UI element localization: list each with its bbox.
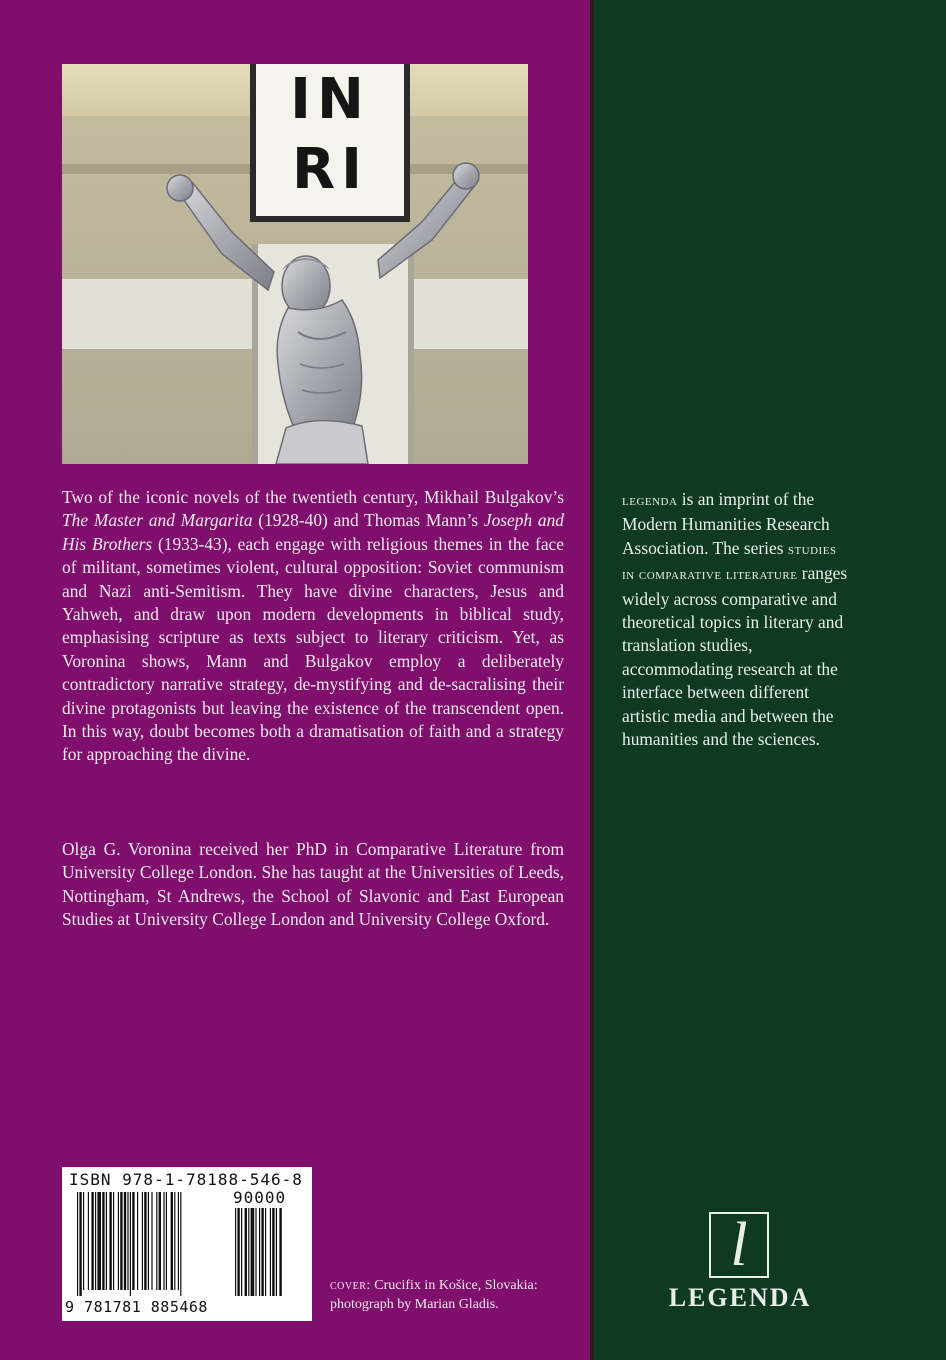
blurb-part3: (1933-43), each engage with religious themes in the face of militant, sometimes violent, cultural opposition: Soviet communism and Nazi anti-Semitism. They have divine characters, Jesus and Yahweh, and draw upon modern developments in biblical study, emphasising scripture as texts subject to literary criticism. Yet, as Voronina shows, Mann and Bulgakov employ a deliberately contradictory narrative strategy, de-mystifying and de-sacralising their divine protagonists but leaving the existence of the transcendent open. In this way, doubt becomes both a dramatisation of faith and a strategy for approaching the divine. <box>62 533 564 765</box>
barcode-bar <box>151 1192 152 1290</box>
barcode-bar <box>171 1192 173 1290</box>
inri-text-line2: RI <box>292 137 368 202</box>
barcode-bar <box>137 1192 138 1290</box>
crucifix-figure-image <box>62 64 528 464</box>
barcode-bar <box>95 1192 96 1290</box>
barcode-bar <box>113 1192 114 1290</box>
barcode-addon-number: 90000 <box>233 1188 287 1207</box>
barcode-bar <box>130 1192 131 1296</box>
barcode-addon-bar <box>255 1208 256 1296</box>
barcode-bar <box>83 1192 84 1290</box>
barcode-bar <box>142 1192 143 1290</box>
barcode-bar <box>156 1192 157 1290</box>
barcode-addon-bar <box>237 1208 239 1296</box>
legenda-logo-glyph: l <box>730 1211 748 1279</box>
barcode-bar <box>109 1192 111 1290</box>
barcode-bar <box>124 1192 126 1290</box>
barcode-bar <box>132 1192 134 1290</box>
barcode-addon-bar <box>241 1208 242 1296</box>
barcode-bar <box>127 1192 128 1290</box>
barcode-addon-bar <box>235 1208 236 1296</box>
legenda-logo-wordmark: LEGENDA <box>668 1283 812 1312</box>
barcode-bar <box>180 1192 181 1296</box>
barcode-addon-bar <box>279 1208 281 1296</box>
barcode-bar <box>166 1192 167 1290</box>
barcode-addon-bar <box>259 1208 260 1296</box>
barcode-addon-bars <box>235 1208 303 1296</box>
cover-credit-label: cover: <box>330 1278 371 1293</box>
barcode-bar <box>88 1192 89 1290</box>
ean-digits: 9 781781 885468 <box>65 1298 208 1316</box>
barcode-addon-bar <box>245 1208 247 1296</box>
cover-credit-text: Crucifix in Košice, Slovakia: photograph by Marian Gladis. <box>330 1278 538 1312</box>
barcode-addon-bar <box>270 1208 271 1296</box>
imprint-description <box>622 488 852 751</box>
barcode-bars <box>77 1192 227 1296</box>
book-description <box>62 486 564 767</box>
barcode-bar <box>118 1192 119 1290</box>
blurb-part1: Two of the iconic novels of the twentieth century, Mikhail Bulgakov’s <box>62 487 564 507</box>
barcode-addon-bar <box>276 1208 277 1296</box>
barcode-addon-bar <box>272 1208 274 1296</box>
barcode-bar <box>79 1192 81 1296</box>
imprint-part2: ranges widely across comparative and theoretical topics in literary and translation studies, accommodating research at the interface between different artistic media and between the humanities and the sciences. <box>622 563 848 750</box>
blurb-title-master-and-margarita: The Master and Margarita <box>62 510 253 531</box>
author-bio: Olga G. Voronina received her PhD in Comparative Literature from University College London. She has taught at the Universities of Leeds, Nottingham, St Andrews, the School of Slavonic and East European Studies at University College London and University College Oxford. <box>62 839 564 930</box>
barcode-bar <box>97 1192 101 1290</box>
imprint-part1: is an imprint of the Modern Humanities Research Association. The series <box>622 489 830 558</box>
barcode-bar <box>174 1192 175 1290</box>
imprint-brand: legenda <box>622 493 678 509</box>
blurb-part2: (1928-40) and Thomas Mann’s <box>252 510 484 531</box>
barcode-bar <box>102 1192 104 1290</box>
barcode-bar <box>159 1192 161 1290</box>
barcode-addon-bar <box>265 1208 266 1296</box>
barcode-bar <box>178 1192 179 1290</box>
barcode-bar <box>163 1192 164 1290</box>
barcode-bar <box>144 1192 146 1290</box>
barcode-addon-bar <box>261 1208 263 1296</box>
barcode-bar <box>120 1192 122 1290</box>
isbn-label: ISBN 978-1-78188-546-8 <box>69 1170 303 1189</box>
isbn-barcode <box>62 1167 312 1321</box>
inri-text-line1: IN <box>290 67 370 132</box>
barcode-bar <box>91 1192 93 1290</box>
series-name: studies in comparative literature <box>622 541 837 584</box>
barcode-bar <box>148 1192 149 1290</box>
barcode-addon-bar <box>251 1208 255 1296</box>
barcode-addon-bar <box>248 1208 249 1296</box>
cover-credit <box>330 1276 580 1314</box>
legenda-logo-icon <box>709 1212 769 1278</box>
blurb-title-joseph-and-his-brothers: Joseph and His Brothers <box>62 510 564 554</box>
crucifix-photograph <box>62 64 528 464</box>
barcode-bar <box>77 1192 78 1296</box>
barcode-bar <box>106 1192 107 1290</box>
